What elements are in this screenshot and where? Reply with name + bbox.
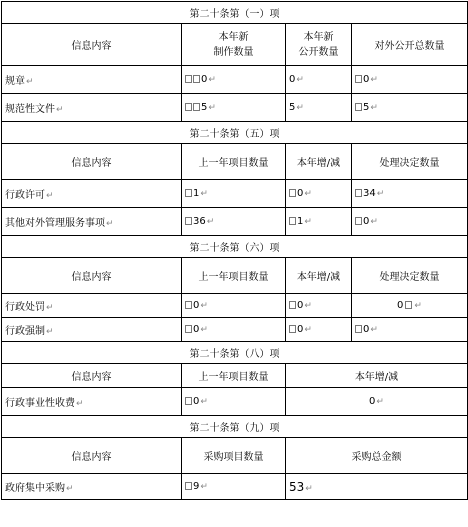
row-label: 行政处罚↵	[2, 294, 182, 318]
section-title: 第二十条第（一）项	[2, 2, 468, 24]
header-line: 本年新	[303, 31, 334, 43]
table-row	[2, 294, 468, 318]
section-title-row	[2, 416, 468, 438]
disclosure-table	[1, 1, 468, 500]
header-cell	[286, 24, 352, 66]
value-cell: 0↵	[286, 66, 352, 94]
value-cell: 0↵	[286, 180, 352, 208]
header-line: 公开数量	[298, 46, 339, 58]
section-title-row	[2, 236, 468, 258]
header-cell: 上一年项目数量	[182, 364, 286, 388]
table-row	[2, 474, 468, 500]
value-cell: 0↵	[182, 318, 286, 342]
value-cell: 5↵	[286, 94, 352, 122]
header-cell: 对外公开总数量	[352, 24, 468, 66]
value-cell: 34↵	[352, 180, 468, 208]
row-label: 其他对外管理服务事项↵	[2, 208, 182, 236]
header-cell: 本年增/减	[286, 364, 468, 388]
section-title-row	[2, 342, 468, 364]
row-label: 规范性文件↵	[2, 94, 182, 122]
header-cell	[182, 24, 286, 66]
value-cell: 1↵	[286, 208, 352, 236]
value-cell: 0 ↵	[352, 294, 468, 318]
value-cell: 0↵	[182, 388, 286, 416]
section-title: 第二十条第（六）项	[2, 236, 468, 258]
value-cell: 0↵	[286, 388, 468, 416]
value-cell: 0↵	[352, 318, 468, 342]
header-cell: 信息内容	[2, 258, 182, 294]
value-cell: 1↵	[182, 180, 286, 208]
header-row	[2, 144, 468, 180]
value-cell: 0↵	[286, 294, 352, 318]
value-cell: 0↵	[286, 318, 352, 342]
header-cell: 信息内容	[2, 24, 182, 66]
value-cell: 9↵	[182, 474, 286, 500]
section-title-row	[2, 2, 468, 24]
header-cell: 上一年项目数量	[182, 258, 286, 294]
header-cell: 处理决定数量	[352, 258, 468, 294]
value-cell: 53↵	[286, 474, 468, 500]
header-cell: 处理决定数量	[352, 144, 468, 180]
row-label: 行政事业性收费↵	[2, 388, 182, 416]
table-row	[2, 208, 468, 236]
value-cell: 0↵	[352, 66, 468, 94]
value-cell: 0↵	[182, 294, 286, 318]
row-label: 规章↵	[2, 66, 182, 94]
table-row	[2, 66, 468, 94]
header-row	[2, 258, 468, 294]
header-cell: 信息内容	[2, 438, 182, 474]
section-title: 第二十条第（九）项	[2, 416, 468, 438]
row-label: 政府集中采购↵	[2, 474, 182, 500]
value-cell: 5↵	[352, 94, 468, 122]
table-row	[2, 318, 468, 342]
header-cell: 本年增/减	[286, 144, 352, 180]
header-cell: 信息内容	[2, 144, 182, 180]
disclosure-document	[1, 1, 467, 525]
header-row	[2, 24, 468, 66]
section-title-row	[2, 122, 468, 144]
section-title: 第二十条第（五）项	[2, 122, 468, 144]
header-row	[2, 438, 468, 474]
value-cell: 36↵	[182, 208, 286, 236]
table-row	[2, 94, 468, 122]
header-line: 制作数量	[213, 46, 254, 58]
header-cell: 采购总金额	[286, 438, 468, 474]
header-line: 本年新	[218, 31, 249, 43]
header-cell: 信息内容	[2, 364, 182, 388]
table-row	[2, 180, 468, 208]
header-cell: 采购项目数量	[182, 438, 286, 474]
section-title: 第二十条第（八）项	[2, 342, 468, 364]
value-cell: 0↵	[182, 66, 286, 94]
header-cell: 上一年项目数量	[182, 144, 286, 180]
header-row	[2, 364, 468, 388]
value-cell: 5↵	[182, 94, 286, 122]
value-cell: 0↵	[352, 208, 468, 236]
row-label: 行政许可↵	[2, 180, 182, 208]
table-row	[2, 388, 468, 416]
header-cell: 本年增/减	[286, 258, 352, 294]
row-label: 行政强制↵	[2, 318, 182, 342]
